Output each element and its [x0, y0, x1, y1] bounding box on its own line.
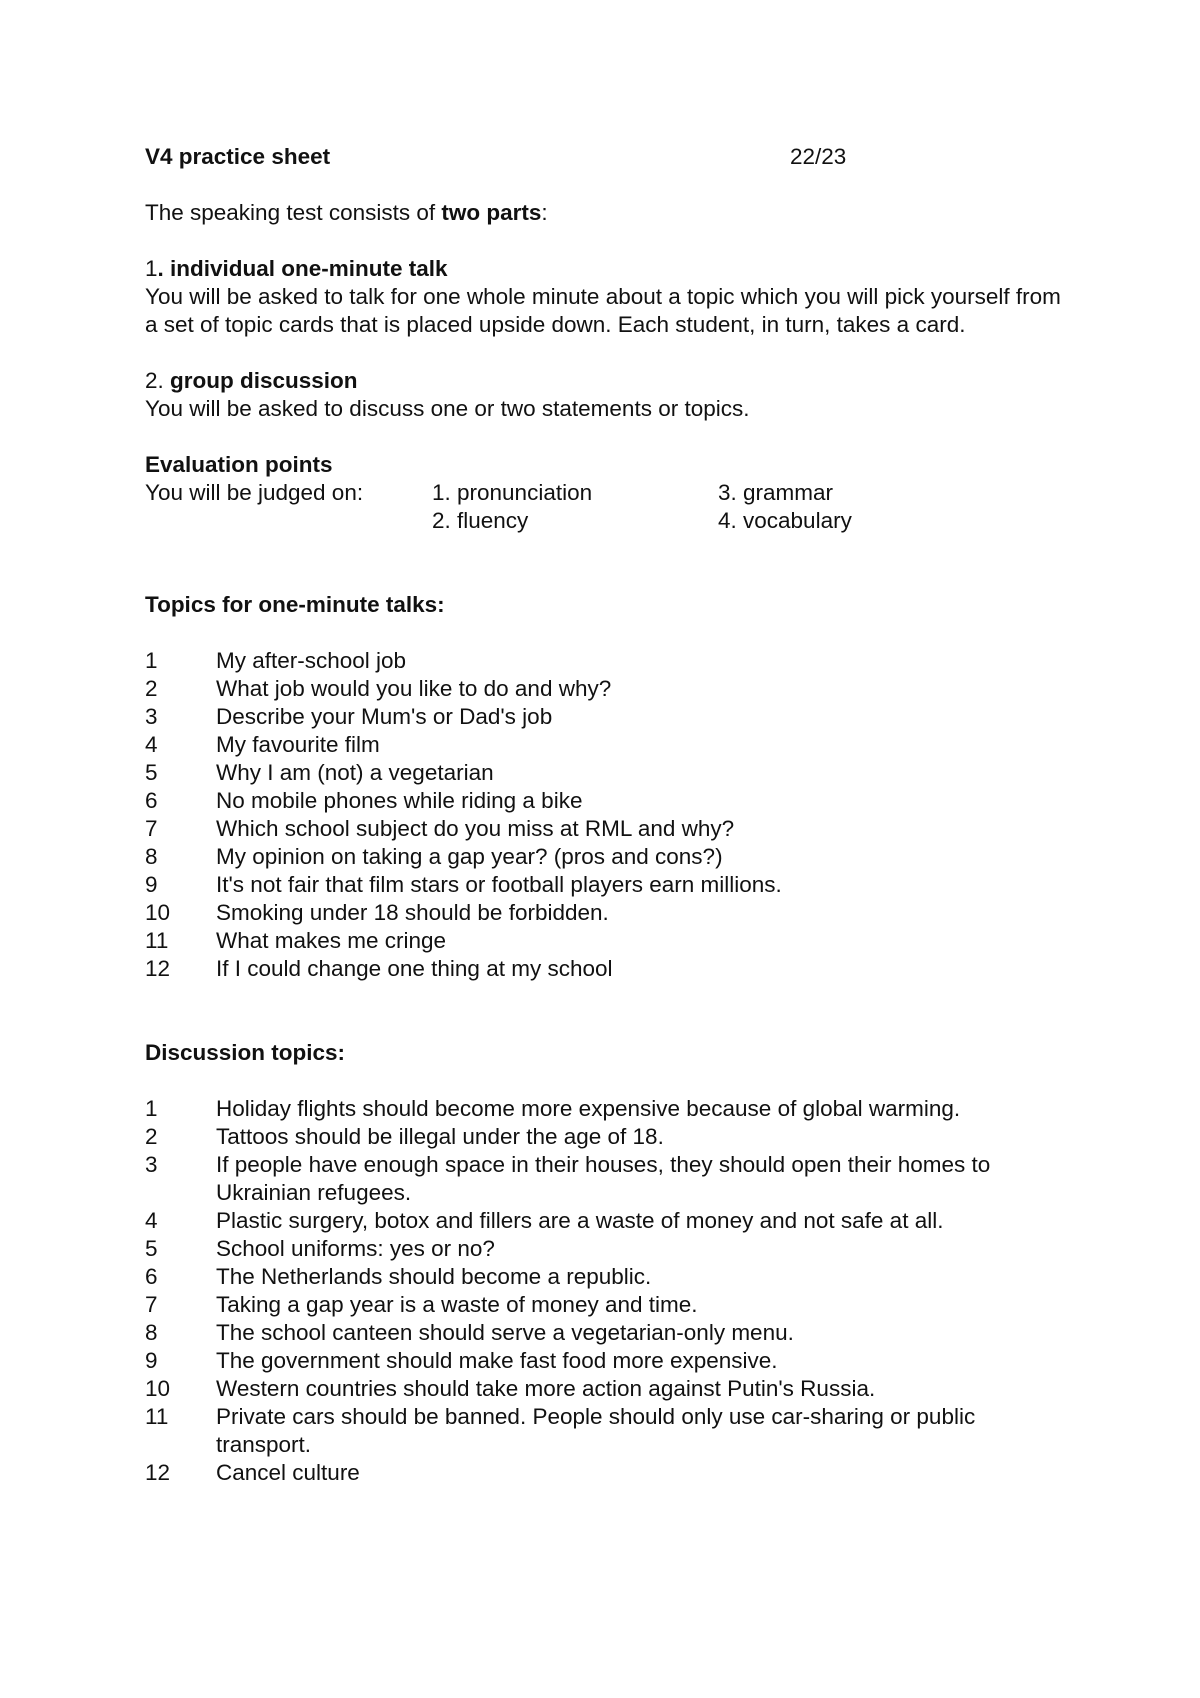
list-item-text: My after-school job	[216, 648, 407, 673]
list-item-number: 12	[145, 1460, 171, 1485]
part1-heading	[145, 255, 1065, 283]
list-item-text: If I could change one thing at my school	[216, 956, 613, 981]
talks-heading: Topics for one-minute talks:	[145, 592, 445, 617]
list-item-number: 10	[145, 900, 171, 925]
evaluation-point: 2. fluency	[432, 508, 529, 533]
list-item-number: 3	[145, 1152, 158, 1177]
list-item	[145, 1459, 1065, 1487]
list-item	[145, 1291, 1065, 1319]
list-item-number: 7	[145, 816, 158, 841]
list-item-number: 2	[145, 676, 158, 701]
list-item-text: Private cars should be banned. People should only use car-sharing or public transport.	[216, 1404, 976, 1457]
list-item-number: 4	[145, 1208, 158, 1233]
list-item-text: What job would you like to do and why?	[216, 676, 612, 701]
list-item	[145, 871, 1065, 899]
list-item	[145, 759, 1065, 787]
list-item-number: 9	[145, 1348, 158, 1373]
document-header	[145, 143, 1065, 171]
list-item	[145, 1319, 1065, 1347]
list-item	[145, 787, 1065, 815]
list-item-text: Describe your Mum's or Dad's job	[216, 704, 553, 729]
school-year: 22/23	[790, 144, 847, 169]
evaluation-row-1	[145, 479, 1065, 507]
list-item-text: No mobile phones while riding a bike	[216, 788, 583, 813]
part2-title: group discussion	[170, 368, 358, 393]
part1-body: You will be asked to talk for one whole minute about a topic which you will pick yourself from a set of topic cards that is placed upside down. Each student, in turn, takes a card.	[145, 284, 1061, 337]
list-item-number: 11	[145, 928, 169, 953]
intro-prefix: The speaking test consists of	[145, 200, 442, 225]
list-item-text: Plastic surgery, botox and fillers are a waste of money and not safe at all.	[216, 1208, 944, 1233]
list-item-text: Holiday flights should become more expensive because of global warming.	[216, 1096, 961, 1121]
talks-list	[145, 647, 1065, 983]
list-item-number: 8	[145, 1320, 158, 1345]
list-item-text: The government should make fast food more expensive.	[216, 1348, 778, 1373]
part1-number: 1	[145, 256, 158, 281]
intro-bold: two parts	[441, 200, 542, 225]
list-item-number: 4	[145, 732, 158, 757]
list-item	[145, 815, 1065, 843]
list-item	[145, 1375, 1065, 1403]
list-item-text: Western countries should take more action against Putin's Russia.	[216, 1376, 876, 1401]
list-item-text: Why I am (not) a vegetarian	[216, 760, 494, 785]
part1-title: . individual one-minute talk	[157, 256, 448, 281]
list-item	[145, 955, 1065, 983]
list-item	[145, 731, 1065, 759]
intro-paragraph	[145, 199, 1065, 227]
list-item-number: 8	[145, 844, 158, 869]
list-item-text: Cancel culture	[216, 1460, 360, 1485]
list-item	[145, 1403, 1065, 1459]
part2-body: You will be asked to discuss one or two statements or topics.	[145, 396, 750, 421]
list-item-text: My opinion on taking a gap year? (pros and cons?)	[216, 844, 723, 869]
part2-heading	[145, 367, 1065, 395]
list-item-text: The Netherlands should become a republic.	[216, 1264, 652, 1289]
list-item-text: It's not fair that film stars or football players earn millions.	[216, 872, 782, 897]
list-item	[145, 1235, 1065, 1263]
list-item-number: 2	[145, 1124, 158, 1149]
list-item-number: 5	[145, 760, 158, 785]
list-item	[145, 703, 1065, 731]
list-item	[145, 1207, 1065, 1235]
list-item	[145, 675, 1065, 703]
list-item-text: School uniforms: yes or no?	[216, 1236, 495, 1261]
evaluation-point: 1. pronunciation	[432, 480, 593, 505]
document-title: V4 practice sheet	[145, 144, 331, 169]
list-item-text: Tattoos should be illegal under the age of 18.	[216, 1124, 664, 1149]
list-item-number: 6	[145, 788, 158, 813]
evaluation-label: You will be judged on:	[145, 480, 364, 505]
list-item-number: 6	[145, 1264, 158, 1289]
list-item	[145, 647, 1065, 675]
list-item	[145, 899, 1065, 927]
list-item	[145, 1123, 1065, 1151]
list-item-number: 7	[145, 1292, 158, 1317]
list-item-number: 10	[145, 1376, 171, 1401]
document-page	[145, 143, 1065, 1487]
list-item	[145, 1347, 1065, 1375]
list-item	[145, 1095, 1065, 1123]
list-item	[145, 843, 1065, 871]
discussion-heading: Discussion topics:	[145, 1040, 346, 1065]
part2-number: 2.	[145, 368, 171, 393]
evaluation-row-2	[145, 507, 1065, 535]
list-item-number: 1	[145, 648, 158, 673]
list-item-number: 1	[145, 1096, 158, 1121]
list-item-number: 11	[145, 1404, 169, 1429]
list-item-text: Smoking under 18 should be forbidden.	[216, 900, 609, 925]
list-item-number: 3	[145, 704, 158, 729]
list-item	[145, 927, 1065, 955]
list-item-text: The school canteen should serve a vegetarian-only menu.	[216, 1320, 794, 1345]
list-item-text: Which school subject do you miss at RML and why?	[216, 816, 735, 841]
list-item-text: My favourite film	[216, 732, 380, 757]
list-item-text: What makes me cringe	[216, 928, 447, 953]
list-item-text: If people have enough space in their houses, they should open their homes to Ukrainian refugees.	[216, 1152, 991, 1205]
list-item-number: 5	[145, 1236, 158, 1261]
evaluation-heading: Evaluation points	[145, 452, 333, 477]
list-item	[145, 1263, 1065, 1291]
evaluation-point: 4. vocabulary	[718, 508, 852, 533]
list-item-number: 12	[145, 956, 171, 981]
discussion-list	[145, 1095, 1065, 1487]
evaluation-point: 3. grammar	[718, 480, 834, 505]
intro-suffix: :	[541, 200, 548, 225]
list-item	[145, 1151, 1065, 1207]
list-item-number: 9	[145, 872, 158, 897]
list-item-text: Taking a gap year is a waste of money and time.	[216, 1292, 698, 1317]
